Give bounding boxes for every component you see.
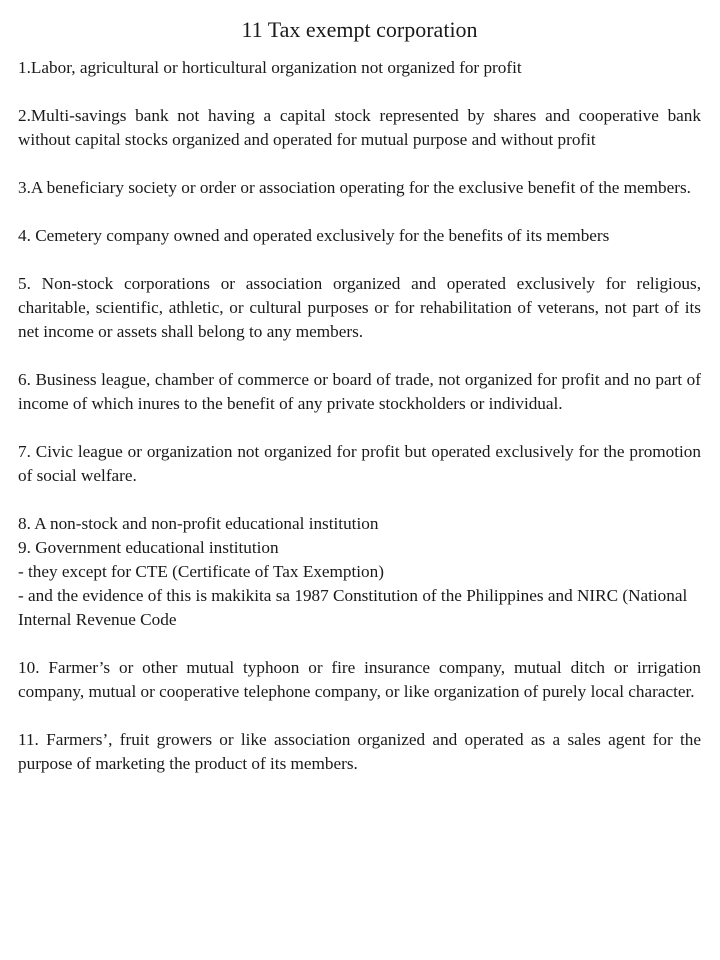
note-line: - they except for CTE (Certificate of Tax Exemption) — [18, 562, 384, 581]
list-item: 1.Labor, agricultural or horticultural organization not organized for profit — [18, 58, 522, 77]
list-item: 10. Farmer’s or other mutual typhoon or fire insurance company, mutual ditch or irrigation company, mutual or cooperative telephone company, or like organization of purely local character. — [18, 658, 701, 701]
list-item: 5. Non-stock corporations or association organized and operated exclusively for religious, charitable, scientific, athletic, or cultural purposes or for rehabilitation of veterans, not part of its net income or assets shall belong to any members. — [18, 274, 701, 341]
list-item: 4. Cemetery company owned and operated exclusively for the benefits of its members — [18, 226, 610, 245]
list-item: 6. Business league, chamber of commerce or board of trade, not organized for profit and no part of income of which inures to the benefit of any private stockholders or individual. — [18, 370, 701, 413]
document-page — [18, 14, 701, 800]
list-item: 2.Multi-savings bank not having a capital stock represented by shares and cooperative bank without capital stocks organized and operated for mutual purpose and without profit — [18, 106, 701, 149]
educational-institutions-group — [18, 512, 701, 632]
list-item: 3.A beneficiary society or order or association operating for the exclusive benefit of the members. — [18, 178, 691, 197]
note-line: - and the evidence of this is makikita sa 1987 Constitution of the Philippines and NIRC (National Internal Revenue Code — [18, 586, 688, 629]
list-item: 11. Farmers’, fruit growers or like association organized and operated as a sales agent for the purpose of marketing the product of its members. — [18, 730, 701, 773]
list-item: 8. A non-stock and non-profit educational institution — [18, 514, 379, 533]
list-item: 9. Government educational institution — [18, 538, 279, 557]
list-item: 7. Civic league or organization not organized for profit but operated exclusively for the promotion of social welfare. — [18, 442, 701, 485]
page-title: 11 Tax exempt corporation — [241, 17, 478, 42]
